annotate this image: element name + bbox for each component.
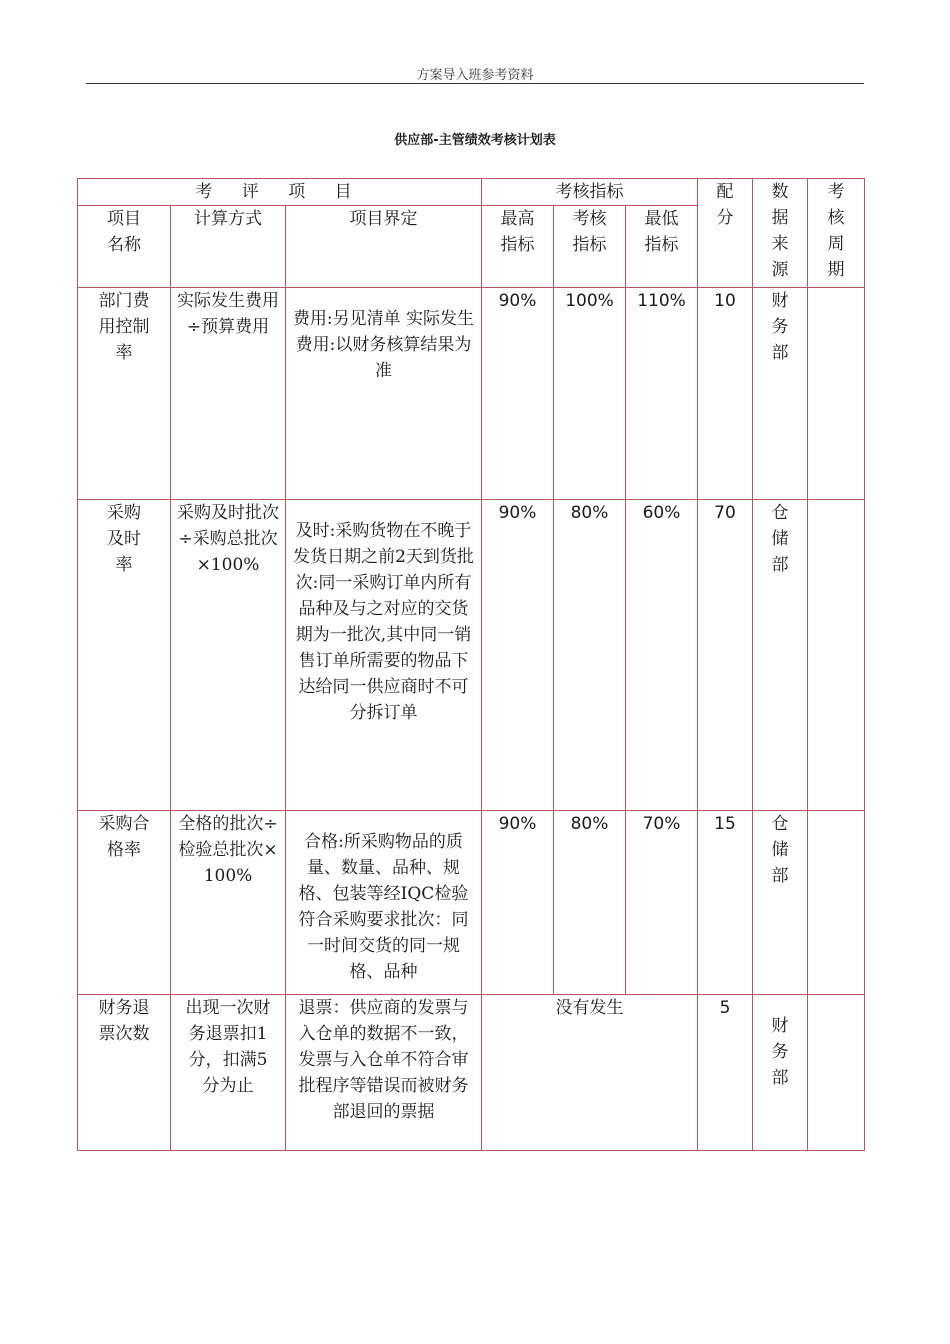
- item-calc: 全格的批次÷检验总批次×100%: [171, 811, 286, 995]
- item-name: 采购合格率: [78, 811, 171, 995]
- table-row: [78, 811, 865, 995]
- item-calc: 采购及时批次÷采购总批次×100%: [171, 500, 286, 811]
- item-definition: 退票：供应商的发票与入仓单的数据不一致，发票与入仓单不符合审批程序等错误而被财务部退回的票据: [286, 995, 482, 1151]
- item-score: 10: [698, 288, 753, 500]
- def-header: 项目界定: [286, 206, 482, 288]
- table-row: [78, 500, 865, 811]
- group-eval-header: 考 评 项 目: [78, 179, 482, 206]
- item-target: 80%: [554, 500, 626, 811]
- item-score: 15: [698, 811, 753, 995]
- document-title: 供应部-主管绩效考核计划表: [394, 133, 556, 148]
- item-low: 70%: [626, 811, 698, 995]
- item-target: 100%: [554, 288, 626, 500]
- item-source: 仓储部: [753, 811, 808, 995]
- item-low: 110%: [626, 288, 698, 500]
- header-rule: [86, 83, 864, 84]
- item-cycle: [808, 288, 865, 500]
- item-cycle: [808, 500, 865, 811]
- group-index-header: 考核指标: [482, 179, 698, 206]
- table-row: [78, 288, 865, 500]
- item-cycle: [808, 811, 865, 995]
- item-target: 80%: [554, 811, 626, 995]
- item-name: 财务退票次数: [78, 995, 171, 1151]
- cycle-header: 考核周期: [808, 179, 865, 288]
- item-source: 仓储部: [753, 500, 808, 811]
- item-low: 60%: [626, 500, 698, 811]
- item-calc: 实际发生费用÷预算费用: [171, 288, 286, 500]
- item-name: 部门费用控制率: [78, 288, 171, 500]
- score-header: 配分: [698, 179, 753, 288]
- calc-header: 计算方式: [171, 206, 286, 288]
- item-source: 财务部: [753, 288, 808, 500]
- low-header: 最低指标: [626, 206, 698, 288]
- target-header: 考核指标: [554, 206, 626, 288]
- item-cycle: [808, 995, 865, 1151]
- item-high: 90%: [482, 811, 554, 995]
- item-definition: 费用:另见清单 实际发生费用:以财务核算结果为准: [286, 288, 482, 500]
- item-high: 90%: [482, 500, 554, 811]
- item-calc: 出现一次财务退票扣1分，扣满5分为止: [171, 995, 286, 1151]
- item-high: 90%: [482, 288, 554, 500]
- assessment-table: [77, 178, 865, 1151]
- item-score: 5: [698, 995, 753, 1151]
- item-score: 70: [698, 500, 753, 811]
- source-header: 数据来源: [753, 179, 808, 288]
- item-definition: 及时:采购货物在不晚于发货日期之前2天到货批次:同一采购订单内所有品种及与之对应的交货期为一批次,其中同一销售订单所需要的物品下达给同一供应商时不可分拆订单: [286, 500, 482, 811]
- header-row-1: [78, 179, 865, 206]
- name-header: 项目名称: [78, 206, 171, 288]
- item-name: 采购及时率: [78, 500, 171, 811]
- high-header: 最高指标: [482, 206, 554, 288]
- page-header: 方案导入班参考资料: [416, 68, 534, 83]
- item-definition: 合格:所采购物品的质量、数量、品种、规格、包装等经IQC检验符合采购要求批次：同一时间交货的同一规格、品种: [286, 811, 482, 995]
- table-row: [78, 995, 865, 1151]
- item-source: 财务部: [753, 995, 808, 1151]
- item-index-merged: 没有发生: [482, 995, 698, 1151]
